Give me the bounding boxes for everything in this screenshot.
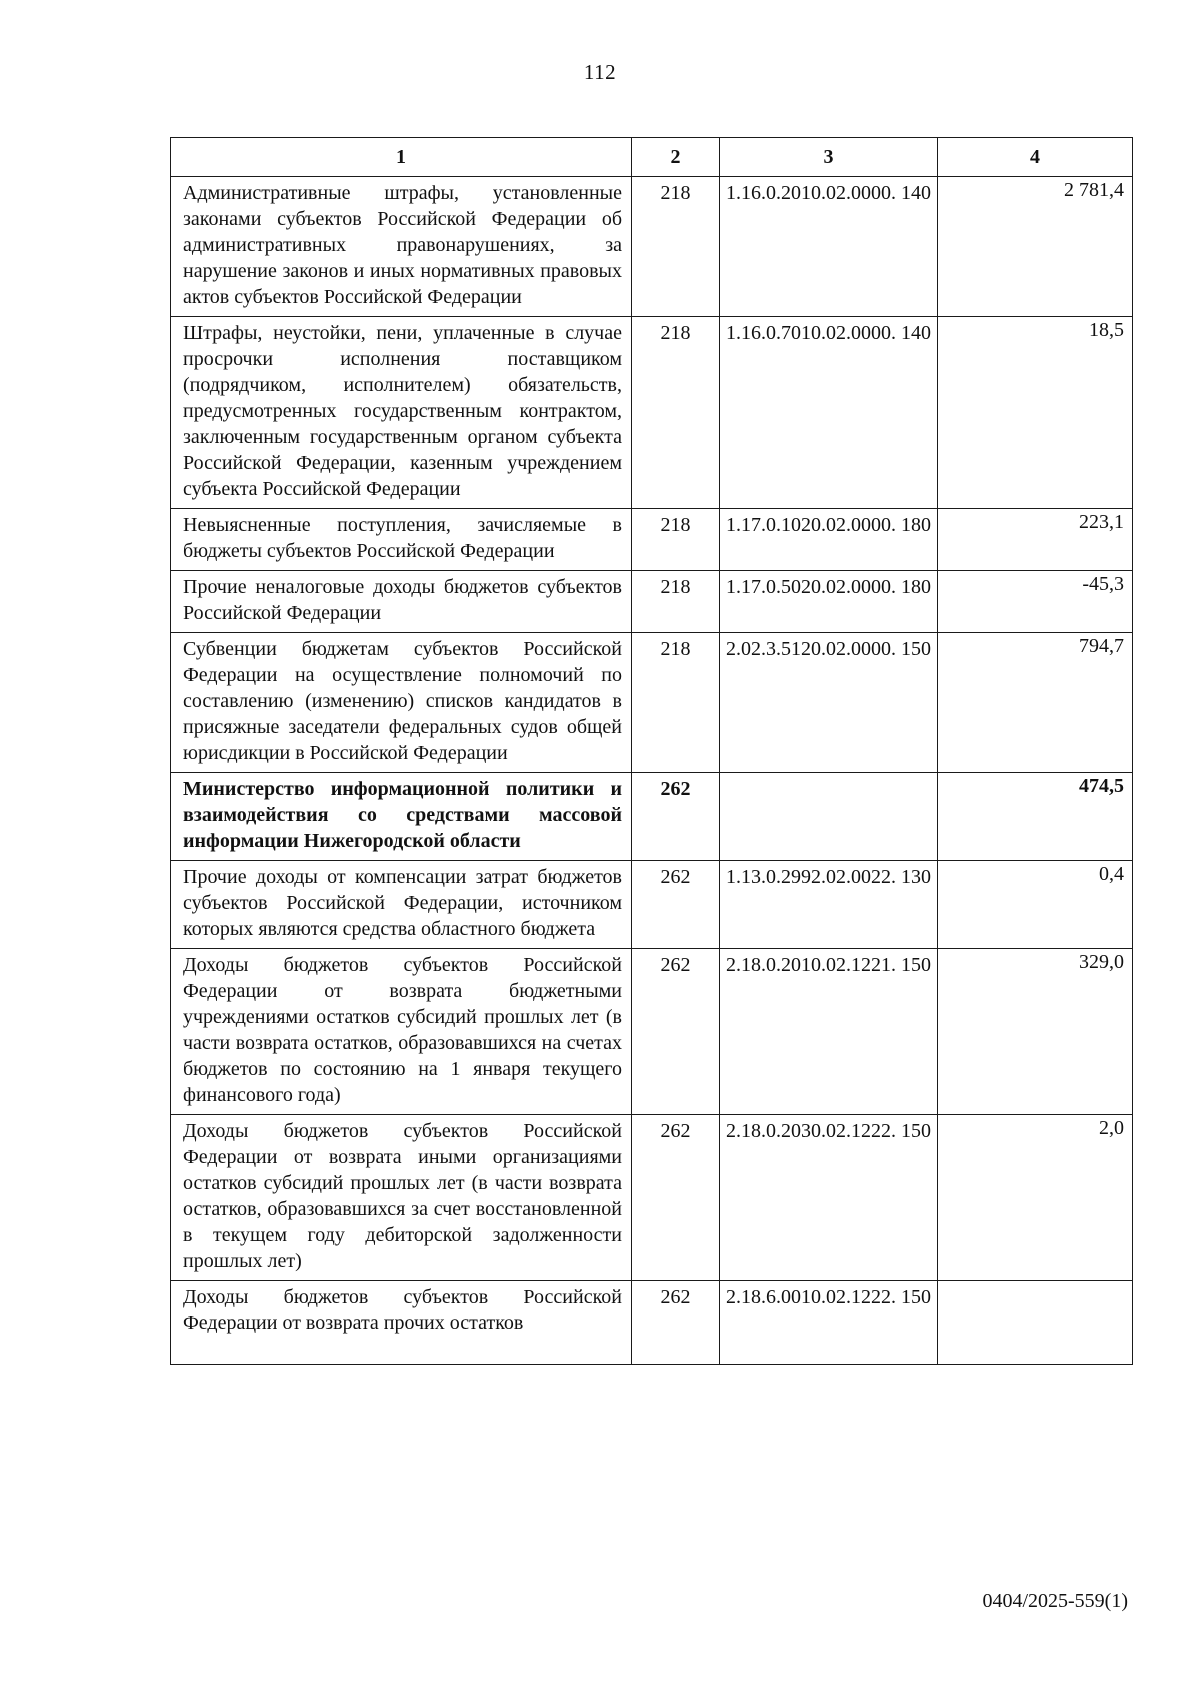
table-row — [171, 949, 1133, 1115]
revenue-name: Доходы бюджетов субъектов Российской Федерации от возврата прочих остатков — [171, 1281, 632, 1365]
page-number: 112 — [583, 60, 617, 84]
table-row — [171, 1281, 1133, 1365]
budget-table — [170, 137, 1133, 1365]
revenue-classification-code: 2.18.0.2030.02.1222. 150 — [720, 1115, 938, 1281]
revenue-name: Невыясненные поступления, зачисляемые в бюджеты субъектов Российской Федерации — [171, 509, 632, 571]
revenue-classification-code: 1.13.0.2992.02.0022. 130 — [720, 861, 938, 949]
administrator-code: 262 — [632, 1281, 720, 1365]
column-header-1: 1 — [171, 138, 632, 177]
amount — [938, 1281, 1133, 1365]
revenue-name: Штрафы, неустойки, пени, уплаченные в случае просрочки исполнения поставщиком (подрядчиком, исполнителем) обязательств, предусмотренных государственным контрактом, заключенным государственным органом субъекта Российской Федерации, казенным учреждением субъекта Российской Федерации — [171, 317, 632, 509]
amount: 2,0 — [938, 1115, 1133, 1281]
table-row — [171, 317, 1133, 509]
document-code: 0404/2025-559(1) — [982, 1590, 1128, 1612]
revenue-classification-code: 1.17.0.5020.02.0000. 180 — [720, 571, 938, 633]
column-header-2: 2 — [632, 138, 720, 177]
administrator-code: 218 — [632, 509, 720, 571]
amount: 18,5 — [938, 317, 1133, 509]
table-row — [171, 177, 1133, 317]
revenue-classification-code: 2.02.3.5120.02.0000. 150 — [720, 633, 938, 773]
amount: 794,7 — [938, 633, 1133, 773]
revenue-classification-code: 1.16.0.2010.02.0000. 140 — [720, 177, 938, 317]
column-header-3: 3 — [720, 138, 938, 177]
revenue-classification-code: 1.16.0.7010.02.0000. 140 — [720, 317, 938, 509]
revenue-classification-code: 1.17.0.1020.02.0000. 180 — [720, 509, 938, 571]
revenue-name: Доходы бюджетов субъектов Российской Федерации от возврата иными организациями остатков субсидий прошлых лет (в части возврата остатков, образовавшихся за счет восстановленной в текущем году дебиторской задолженности прошлых лет) — [171, 1115, 632, 1281]
revenue-name: Прочие неналоговые доходы бюджетов субъектов Российской Федерации — [171, 571, 632, 633]
administrator-code: 262 — [632, 1115, 720, 1281]
administrator-code: 262 — [632, 773, 720, 861]
revenue-classification-code: 2.18.0.2010.02.1221. 150 — [720, 949, 938, 1115]
table-row — [171, 509, 1133, 571]
revenue-name: Прочие доходы от компенсации затрат бюджетов субъектов Российской Федерации, источником которых являются средства областного бюджета — [171, 861, 632, 949]
administrator-code: 218 — [632, 633, 720, 773]
revenue-classification-code — [720, 773, 938, 861]
revenue-name: Административные штрафы, установленные законами субъектов Российской Федерации об административных правонарушениях, за нарушение законов и иных нормативных правовых актов субъектов Российской Федерации — [171, 177, 632, 317]
ministry-name: Министерство информационной политики и взаимодействия со средствами массовой информации Нижегородской области — [171, 773, 632, 861]
amount: 0,4 — [938, 861, 1133, 949]
amount: 2 781,4 — [938, 177, 1133, 317]
administrator-code: 218 — [632, 177, 720, 317]
table-row — [171, 571, 1133, 633]
table-row — [171, 633, 1133, 773]
amount: -45,3 — [938, 571, 1133, 633]
table-row — [171, 1115, 1133, 1281]
administrator-code: 262 — [632, 949, 720, 1115]
column-header-4: 4 — [938, 138, 1133, 177]
table-row — [171, 861, 1133, 949]
administrator-code: 218 — [632, 317, 720, 509]
revenue-name: Субвенции бюджетам субъектов Российской Федерации на осуществление полномочий по составлению (изменению) списков кандидатов в присяжные заседатели федеральных судов общей юрисдикции в Российской Федерации — [171, 633, 632, 773]
revenue-classification-code: 2.18.6.0010.02.1222. 150 — [720, 1281, 938, 1365]
revenue-name: Доходы бюджетов субъектов Российской Федерации от возврата бюджетными учреждениями остатков субсидий прошлых лет (в части возврата остатков, образовавшихся на счетах бюджетов по состоянию на 1 января текущего финансового года) — [171, 949, 632, 1115]
ministry-heading-row — [171, 773, 1133, 861]
administrator-code: 262 — [632, 861, 720, 949]
administrator-code: 218 — [632, 571, 720, 633]
amount: 329,0 — [938, 949, 1133, 1115]
table-header-row — [171, 138, 1133, 177]
amount: 223,1 — [938, 509, 1133, 571]
ministry-total-amount: 474,5 — [938, 773, 1133, 861]
